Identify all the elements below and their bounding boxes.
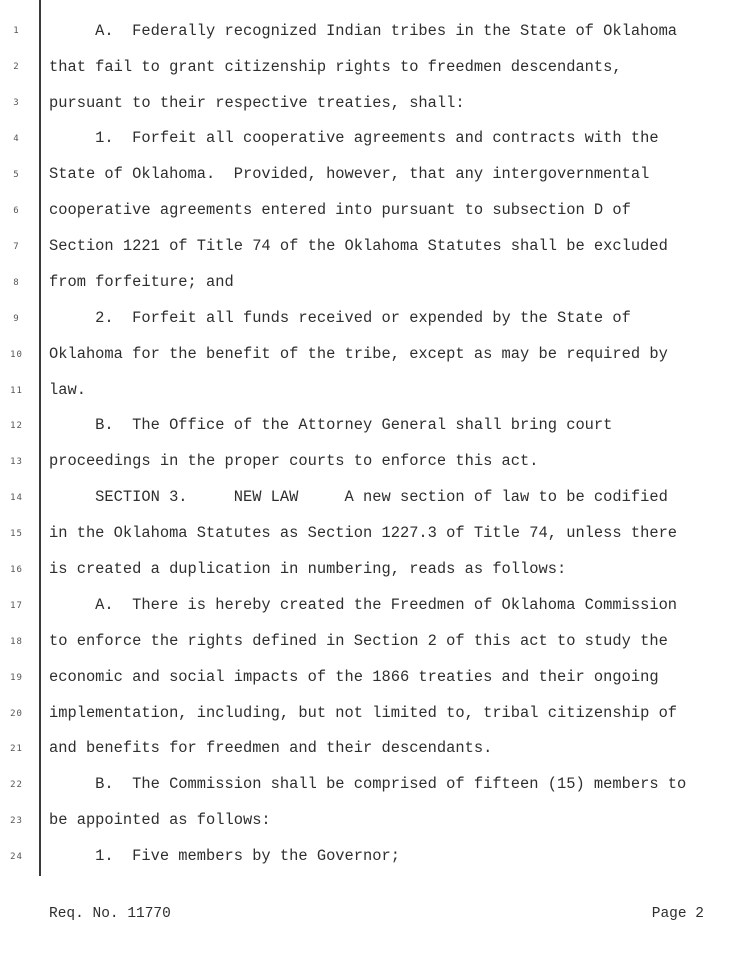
line-number: 9 — [13, 314, 20, 324]
text-line: A. There is hereby created the Freedmen of Oklahoma Commission — [49, 596, 678, 614]
line-number: 24 — [10, 852, 23, 862]
line-number: 4 — [13, 134, 20, 144]
text-line: SECTION 3. NEW LAW A new section of law to be codified — [49, 488, 668, 506]
text-line: from forfeiture; and — [49, 273, 234, 291]
text-line: B. The Commission shall be comprised of fifteen (15) members to — [49, 775, 687, 793]
text-line: implementation, including, but not limited to, tribal citizenship of — [49, 704, 678, 722]
page-number: Page 2 — [651, 906, 704, 922]
text-line: Oklahoma for the benefit of the tribe, except as may be required by — [49, 345, 668, 363]
text-line: 2. Forfeit all funds received or expended by the State of — [49, 309, 631, 327]
line-number: 13 — [10, 457, 23, 467]
line-number: 17 — [10, 601, 23, 611]
text-line: and benefits for freedmen and their descendants. — [49, 739, 493, 757]
line-number: 16 — [10, 565, 23, 575]
line-number: 14 — [10, 493, 23, 503]
text-line: law. — [49, 381, 86, 399]
line-number: 11 — [10, 386, 23, 396]
text-line: State of Oklahoma. Provided, however, that any intergovernmental — [49, 165, 650, 183]
line-number: 3 — [13, 98, 20, 108]
text-line: cooperative agreements entered into pursuant to subsection D of — [49, 201, 631, 219]
text-line: A. Federally recognized Indian tribes in the State of Oklahoma — [49, 22, 678, 40]
request-number: Req. No. 11770 — [49, 906, 171, 922]
text-line: in the Oklahoma Statutes as Section 1227.3 of Title 74, unless there — [49, 524, 678, 542]
line-number: 12 — [10, 421, 23, 431]
text-line: 1. Five members by the Governor; — [49, 847, 400, 865]
text-line: is created a duplication in numbering, reads as follows: — [49, 560, 567, 578]
text-line: proceedings in the proper courts to enforce this act. — [49, 452, 539, 470]
line-number: 5 — [13, 170, 20, 180]
line-number: 6 — [13, 206, 20, 216]
line-number: 8 — [13, 278, 20, 288]
line-number: 21 — [10, 744, 23, 754]
text-line: 1. Forfeit all cooperative agreements and contracts with the — [49, 129, 659, 147]
text-line: Section 1221 of Title 74 of the Oklahoma Statutes shall be excluded — [49, 237, 668, 255]
line-number: 10 — [10, 350, 23, 360]
margin-rule — [39, 0, 41, 876]
line-number: 20 — [10, 709, 23, 719]
line-number: 7 — [13, 242, 20, 252]
text-line: be appointed as follows: — [49, 811, 271, 829]
text-line: economic and social impacts of the 1866 treaties and their ongoing — [49, 668, 659, 686]
line-number: 19 — [10, 673, 23, 683]
line-number: 1 — [13, 26, 20, 36]
line-number: 18 — [10, 637, 23, 647]
text-line: to enforce the rights defined in Section 2 of this act to study the — [49, 632, 668, 650]
text-line: pursuant to their respective treaties, shall: — [49, 94, 465, 112]
line-number: 2 — [13, 62, 20, 72]
line-number: 23 — [10, 816, 23, 826]
text-line: that fail to grant citizenship rights to freedmen descendants, — [49, 58, 622, 76]
line-number: 15 — [10, 529, 23, 539]
text-line: B. The Office of the Attorney General shall bring court — [49, 416, 613, 434]
line-number: 22 — [10, 780, 23, 790]
